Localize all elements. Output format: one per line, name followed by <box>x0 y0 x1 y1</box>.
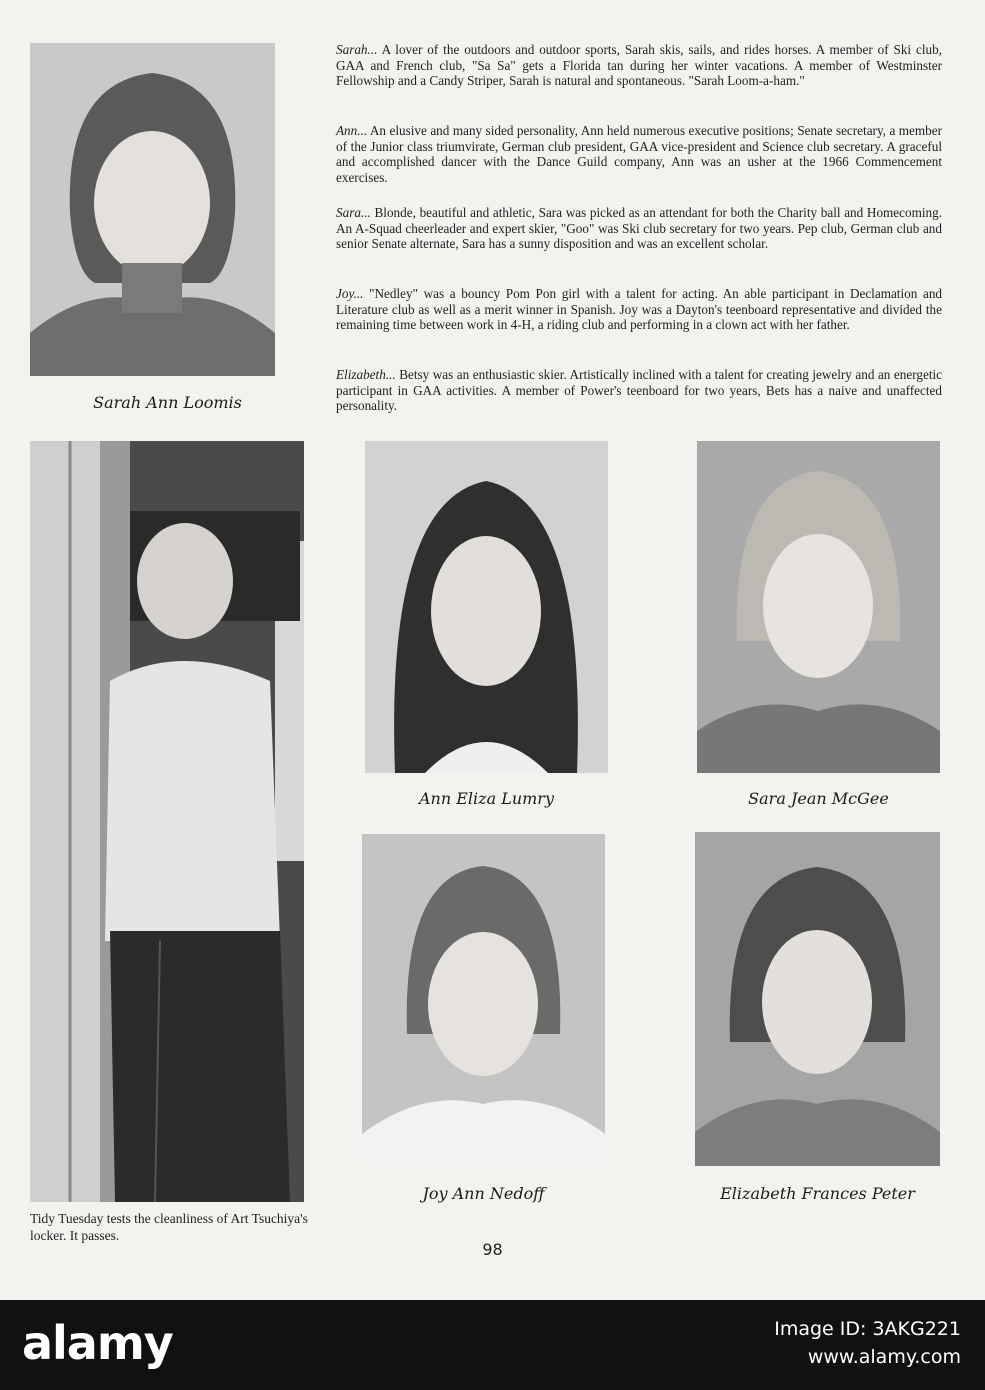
bio-lead-name: Joy <box>336 286 354 301</box>
bio-lead-name: Ann <box>336 123 358 138</box>
bio-separator: ... <box>357 123 368 138</box>
portrait-caption-ann-lumry: Ann Eliza Lumry <box>418 789 554 808</box>
bio-lead-name: Sarah <box>336 42 368 57</box>
bio-text: A lover of the outdoors and outdoor sports, Sarah skis, sails, and rides horses. A member of Ski club, GAA and French club, "Sa Sa" gets a Florida tan during her winter vacations. A member of Westminster Fellowship and a Candy Striper, Sarah is natural and spontaneous. "Sarah Loom-a-ham." <box>336 42 942 88</box>
locker-photo <box>30 441 304 1202</box>
portrait-photo-sarah-loomis <box>30 43 275 376</box>
bio-text: Blonde, beautiful and athletic, Sara was picked as an attendant for both the Charity ball and Homecoming. An A-Squad cheerleader and expert skier, "Goo" was Ski club secretary for two years. Pep club, German club and senior Senate alternate, Sara has a sunny disposition and was an excellent scholar. <box>336 205 943 251</box>
portrait-caption-elizabeth-peter: Elizabeth Frances Peter <box>720 1184 915 1203</box>
image-id-label: Image ID: 3AKG221 <box>774 1318 961 1340</box>
bio-joy <box>336 286 942 333</box>
bio-ann <box>336 123 942 185</box>
portrait-caption-sara-mcgee: Sara Jean McGee <box>748 789 889 808</box>
bio-lead-name: Sara <box>336 205 361 220</box>
bio-sara <box>336 205 942 252</box>
bio-lead-name: Elizabeth <box>336 367 386 382</box>
bio-sarah <box>336 42 942 89</box>
alamy-logo: alamy <box>22 1316 173 1370</box>
watermark-info <box>774 1318 961 1368</box>
bio-separator: ... <box>353 286 364 301</box>
watermark-footer <box>0 1300 985 1390</box>
bio-separator: ... <box>385 367 396 382</box>
portrait-photo-sara-mcgee <box>697 441 940 773</box>
bio-separator: ... <box>367 42 378 57</box>
page-number: 98 <box>482 1240 503 1259</box>
site-link[interactable]: www.alamy.com <box>807 1346 961 1368</box>
bio-separator: ... <box>360 205 371 220</box>
bio-elizabeth <box>336 367 942 414</box>
portrait-caption-sarah-loomis: Sarah Ann Loomis <box>93 393 242 412</box>
portrait-caption-joy-nedoff: Joy Ann Nedoff <box>422 1184 545 1203</box>
locker-photo-caption: Tidy Tuesday tests the cleanliness of Art Tsuchiya's locker. It passes. <box>30 1211 308 1243</box>
bio-text: "Nedley" was a bouncy Pom Pon girl with a talent for acting. An able participant in Declamation and Literature club as well as a merit winner in Spanish. Joy was a Dayton's teenboard representative and divided the remaining time between work in 4-H, a riding club and performing in a clown act with her father. <box>336 286 943 332</box>
portrait-photo-elizabeth-peter <box>695 832 940 1166</box>
portrait-photo-joy-nedoff <box>362 834 605 1167</box>
bio-text: Betsy was an enthusiastic skier. Artistically inclined with a talent for creating jewelry and an energetic participant in GAA activities. A member of Power's teenboard for two years, Bets has a naive and unaffected personality. <box>336 367 942 413</box>
portrait-photo-ann-lumry <box>365 441 608 773</box>
bio-text: An elusive and many sided personality, Ann held numerous executive positions; Senate secretary, a member of the Junior class triumvirate, German club president, GAA vice-president and Science club secretary. A graceful and accomplished dancer with the Dance Guild company, Ann was an usher at the 1966 Commencement exercises. <box>336 123 942 185</box>
